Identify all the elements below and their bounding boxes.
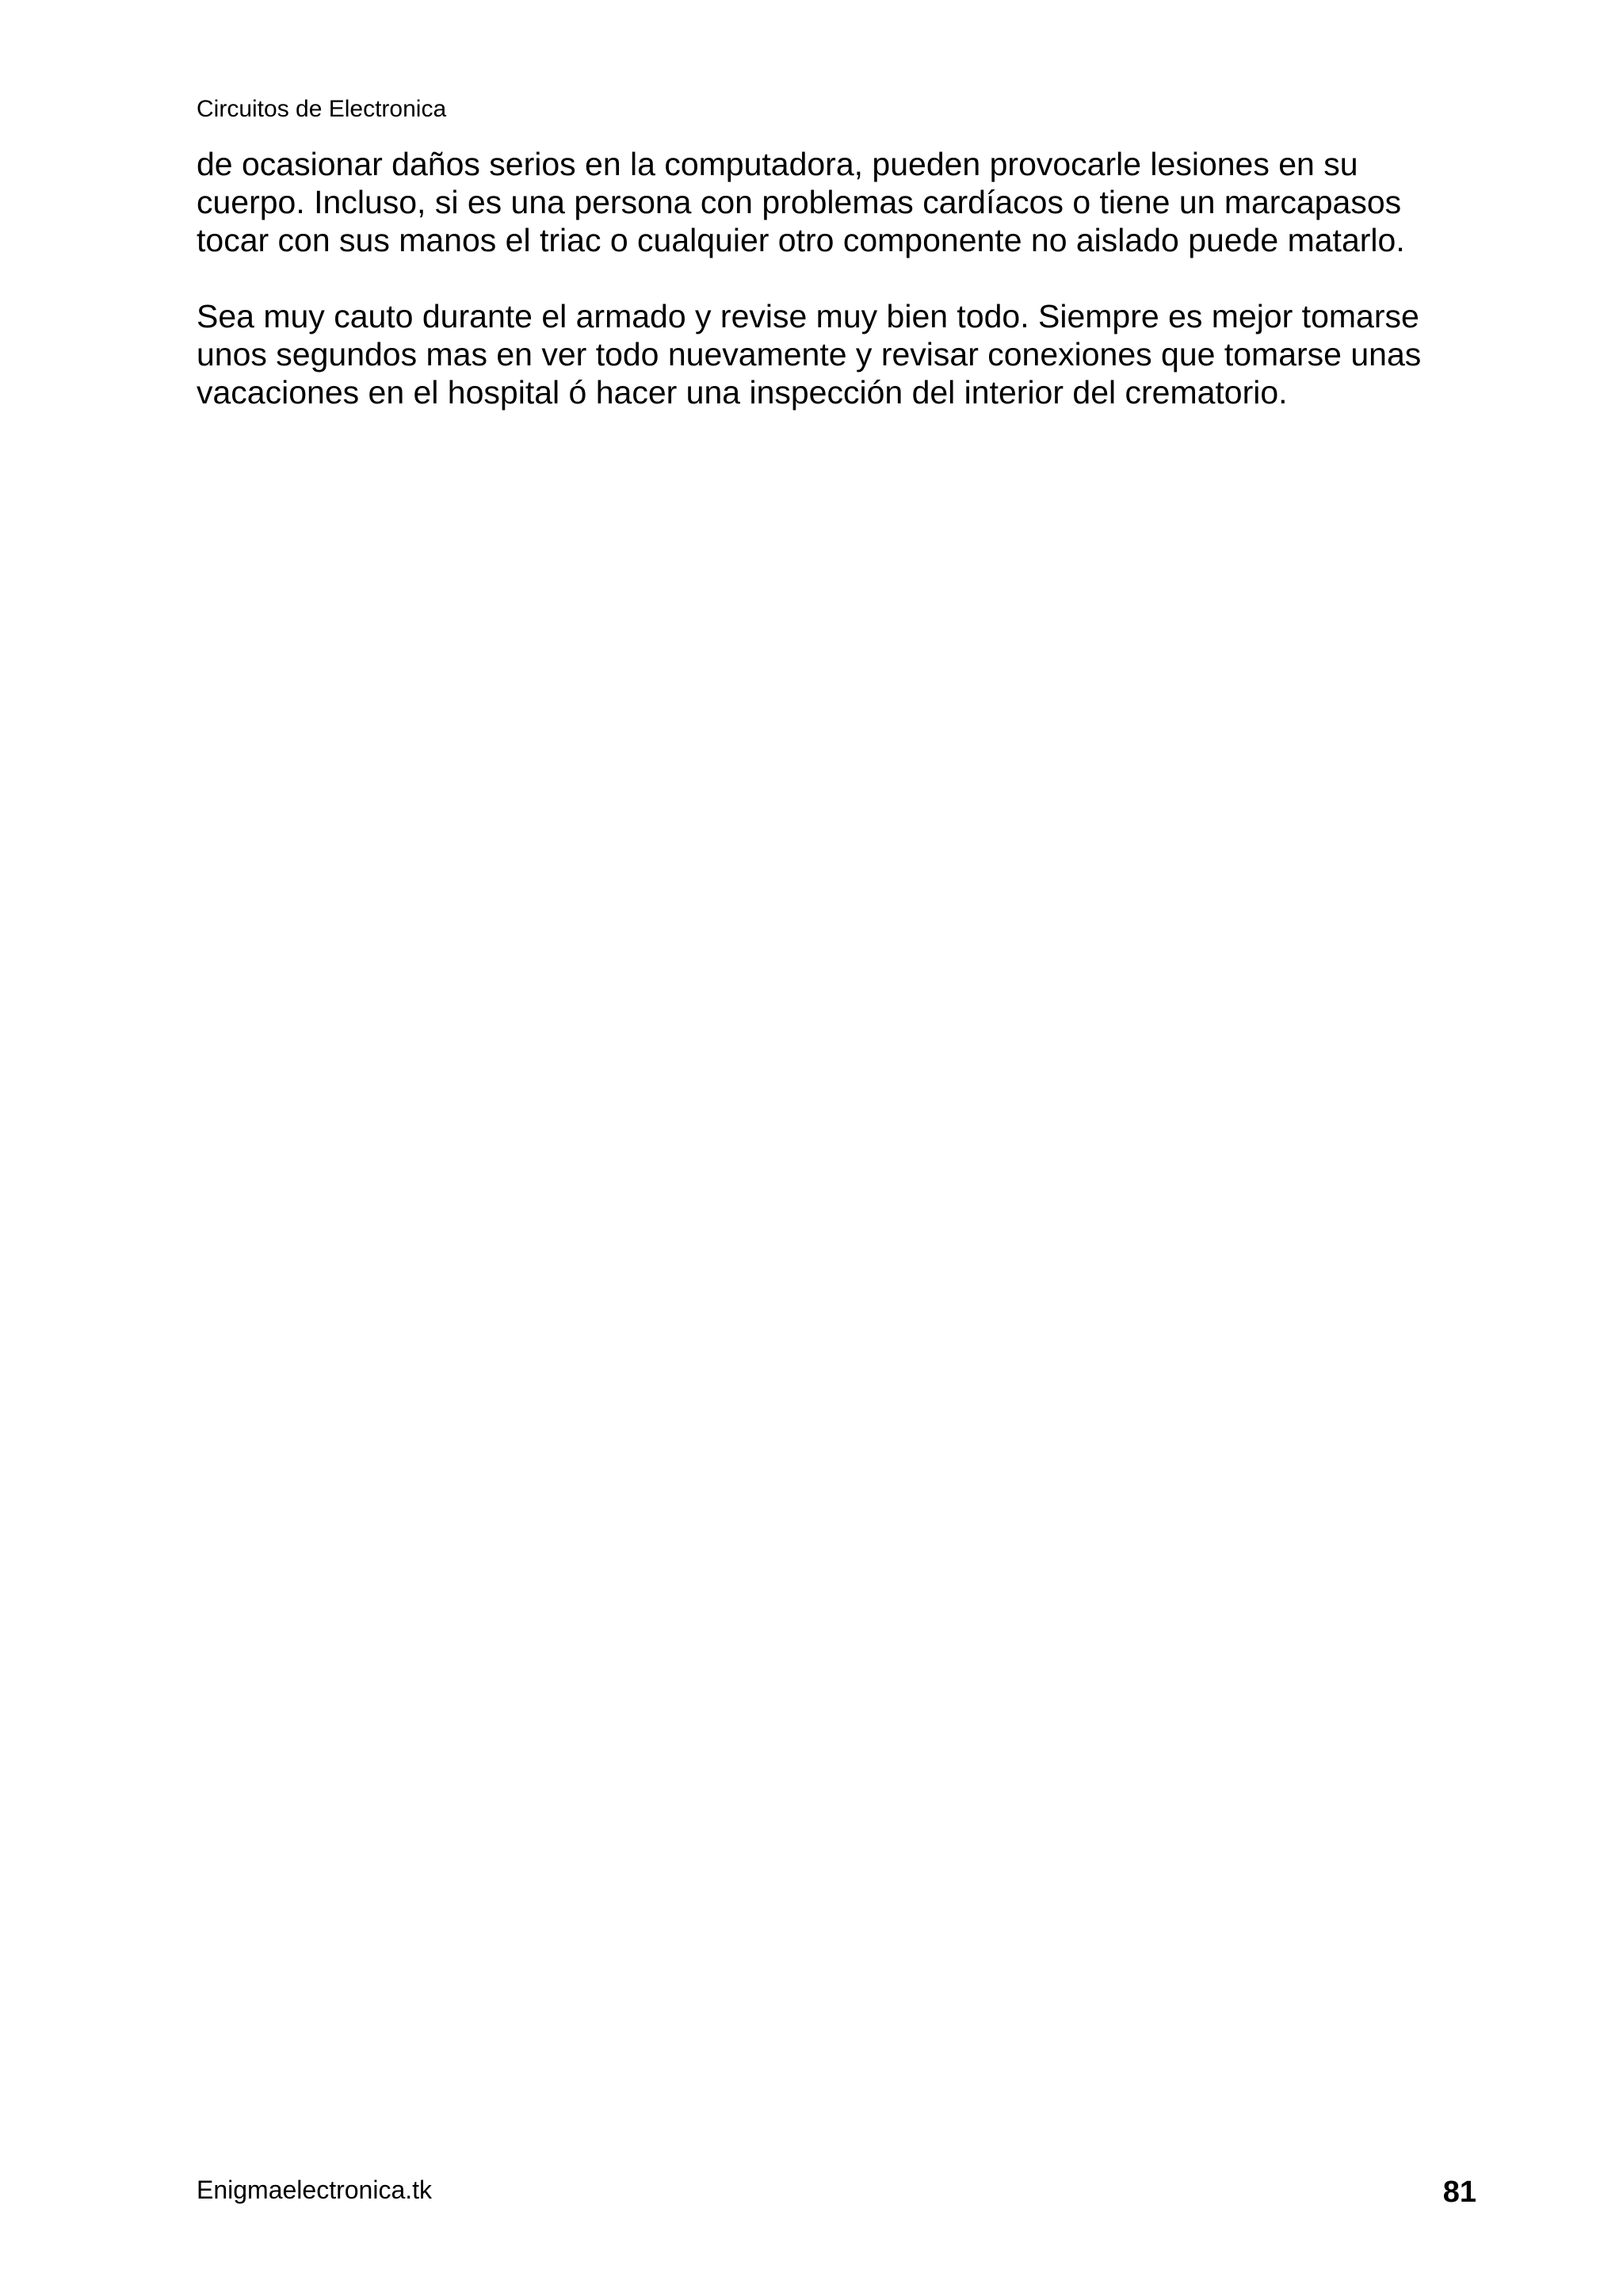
- paragraph-2: [197, 297, 1496, 411]
- text-line: cuerpo. Incluso, si es una persona con problemas cardíacos o tiene un marcapasos: [197, 184, 1402, 220]
- paragraph-1: [197, 145, 1496, 259]
- body-text: [197, 145, 1496, 411]
- text-line: de ocasionar daños serios en la computadora, pueden provocarle lesiones en su: [197, 146, 1358, 182]
- text-line: unos segundos mas en ver todo nuevamente y revisar conexiones que tomarse unas: [197, 336, 1422, 372]
- text-line: vacaciones en el hospital ó hacer una inspección del interior del crematorio.: [197, 374, 1288, 411]
- running-header: Circuitos de Electronica: [197, 96, 447, 122]
- text-line: tocar con sus manos el triac o cualquier otro componente no aislado puede matarlo.: [197, 222, 1405, 258]
- text-line: Sea muy cauto durante el armado y revise muy bien todo. Siempre es mejor tomarse: [197, 298, 1419, 334]
- footer-site: Enigmaelectronica.tk: [197, 2176, 433, 2204]
- page-number: 81: [1442, 2176, 1476, 2209]
